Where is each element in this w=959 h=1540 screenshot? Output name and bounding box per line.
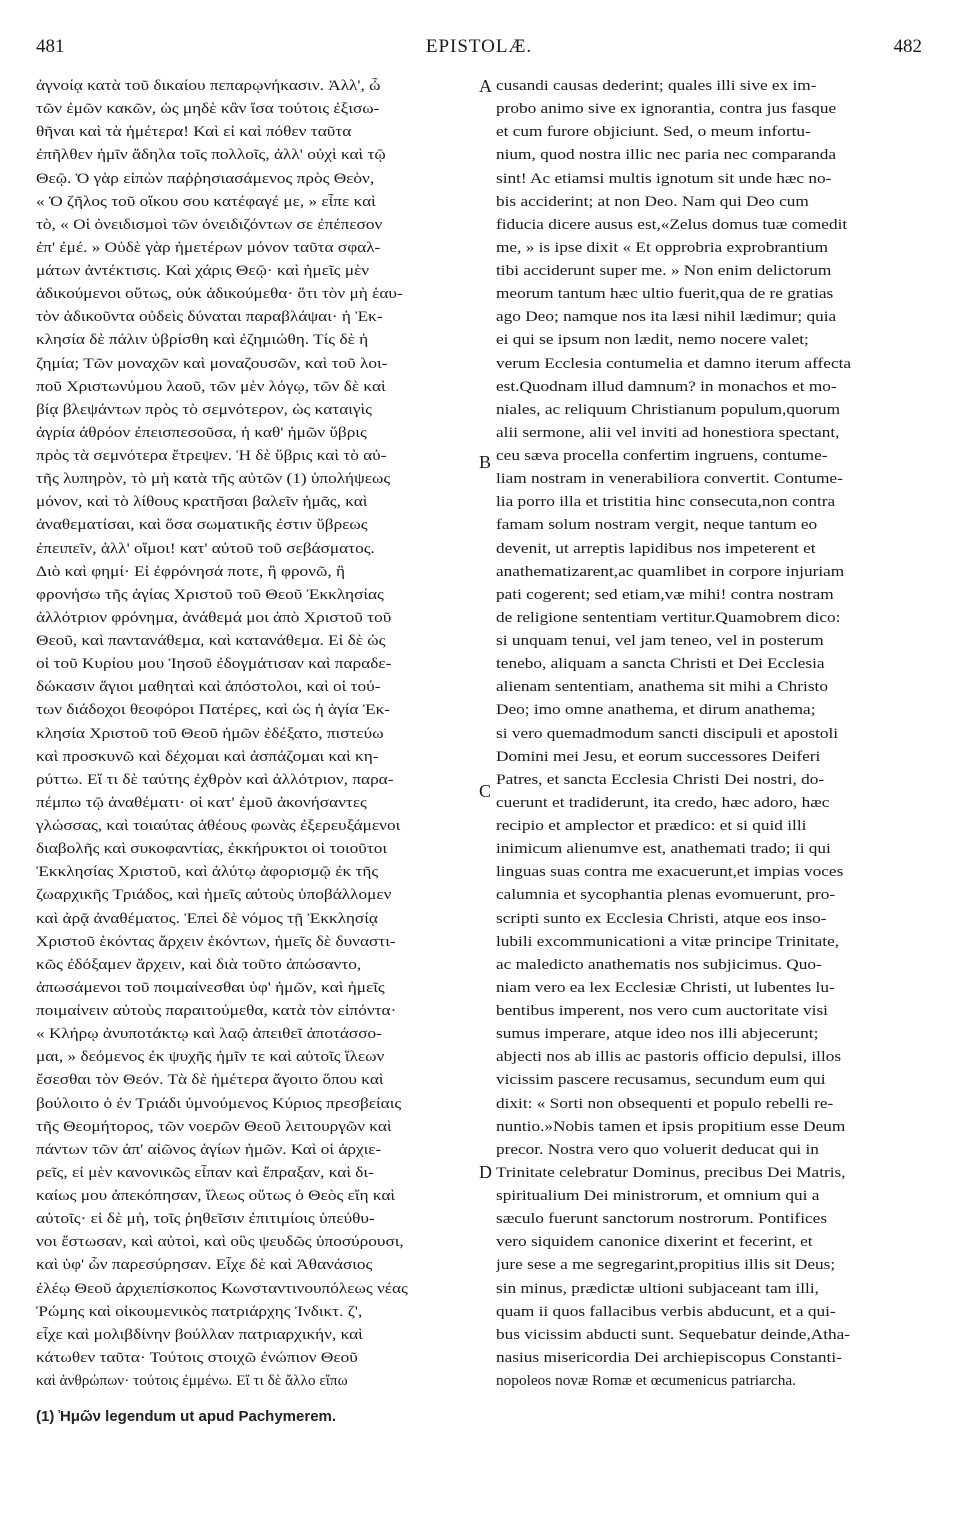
greek-text-line: βούλοιτο ὁ ἐν Τριάδι ὑμνούμενος Κύριος πρεσβείαις <box>36 1095 402 1112</box>
latin-text-line: devenit, ut arreptis lapidibus nos impeterent et <box>496 540 816 557</box>
greek-text-line: ἔσεσθαι τὸν Θεόν. Τὰ δὲ ἡμέτερα ἄγοιτο ὅπου καὶ <box>36 1072 384 1089</box>
running-title: EPISTOLÆ. <box>425 36 533 57</box>
margin-letter-d: D <box>479 1162 492 1182</box>
latin-text-line: liam nostram in venerabiliora convertit. Contume- <box>496 471 843 488</box>
latin-text-line: quam ii quos fallacibus verbis abducunt, et a qui- <box>496 1303 836 1320</box>
latin-text-line: scripti sunto ex Ecclesia Christi, atque eos inso- <box>496 910 827 927</box>
latin-text-line: inimicum alienumve est, anathemati trado; ii qui <box>496 841 831 858</box>
latin-text-line: recipio et amplector et prædico: et si quid illi <box>496 818 807 834</box>
latin-text-line: cuerunt et tradiderunt, ita credo, hæc adoro, hæc <box>496 794 830 811</box>
latin-text-line: nium, quod nostra illic nec paria nec comparanda <box>496 147 837 164</box>
greek-text-line: « Ὁ ζῆλος τοῦ οἴκου σου κατέφαγέ με, » εἶπε καὶ <box>36 193 376 210</box>
latin-text-line: niam vero ea lex Ecclesiæ Christi, ut lubentes lu- <box>496 979 835 996</box>
latin-text-line: spiritualium Dei ministrorum, et omnium qui a <box>496 1188 820 1204</box>
latin-column <box>496 74 922 1392</box>
latin-text-line: precor. Nostra vero quo voluerit deducat qui in <box>496 1141 819 1158</box>
greek-text-line: τὸ, « Οἱ ὀνειδισμοὶ τῶν ὀνειδιζόντων σε ἐπέπεσον <box>36 216 383 233</box>
latin-text-line: calumnia et sycophantia plenas evomuerunt, pro- <box>496 887 836 904</box>
latin-text-line: probo animo sive ex ignorantia, contra jus fasque <box>496 101 837 118</box>
greek-text-line: ἐπειπεῖν, ἀλλ' οἴμοι! κατ' αὐτοῦ τοῦ σεβάσματος. <box>36 540 375 557</box>
greek-text-line: Θεῷ. Ὁ γὰρ εἰπὼν παῤῥησιασάμενος πρὸς Θεὸν, <box>36 170 375 187</box>
page-header <box>36 36 922 66</box>
latin-text-line: ac maledicto anathematis nos subjicimus. Quo- <box>496 956 822 973</box>
latin-text-line: tibi acciderunt super me. » Non enim delictorum <box>496 263 832 279</box>
greek-text-line: « Κλήρῳ ἀνυποτάκτῳ καὶ λαῷ ἀπειθεῖ ἀποτάσσο- <box>36 1026 382 1043</box>
latin-text-line: lia porro illa et tristitia hinc consecuta,non contra <box>496 494 836 511</box>
greek-text-line: ζημία; Τῶν μοναχῶν καὶ μοναζουσῶν, καὶ τοῦ λοι- <box>36 355 388 372</box>
greek-text-line: πρὸς τὰ σεμνότερα ἔτρεψεν. Ἡ δὲ ὕβρις καὶ τὸ αὐ- <box>36 448 387 464</box>
latin-text-line: fiducia dicere ausus est,«Zelus domus tuæ comedit <box>496 216 848 233</box>
greek-text-line: διαβολῆς καὶ συκοφαντίας, ἐκκήρυκτοι οἱ τοιοῦτοι <box>36 841 388 858</box>
latin-text-line: verum Ecclesia contumelia et damno iterum affecta <box>496 355 852 372</box>
latin-text-line: ago Deo; namque nos ita læsi nihil lædimur; quia <box>496 309 837 326</box>
latin-text-line: bentibus imperent, nos vero cum auctoritate visi <box>496 1003 828 1019</box>
greek-text-line: καὶ προσκυνῶ καὶ δέχομαι καὶ ἀσπάζομαι καὶ κη- <box>36 748 379 765</box>
greek-text-line: ἀγνοίᾳ κατὰ τοῦ δικαίου πεπαρῳνήκασιν. Ἀλλ', ὦ <box>36 78 381 94</box>
greek-text-line: νοι ἔστωσαν, καὶ αὐτοὶ, καὶ οὓς ψευδῶς ὑποσύρουσι, <box>36 1234 404 1251</box>
latin-text-line: alii sermone, alii vel inviti ad honestiora spectant, <box>496 424 840 441</box>
latin-text-line: ei qui se ipsum non lædit, nemo nocere valet; <box>496 332 809 349</box>
greek-text-line: γλώσσας, καὶ τοιαύτας ἀθέους φωνὰς ἐξερευξάμενοι <box>36 818 401 834</box>
greek-text-line: ἀγρία ἀθρόον ἐπεισπεσοῦσα, ἡ καθ' ἡμῶν ὕβρις <box>36 424 367 441</box>
latin-text-line: sæculo fuerunt sanctorum nostrorum. Pontifices <box>496 1211 828 1228</box>
greek-text-line: κλησία δὲ πάλιν ὑβρίσθη καὶ ἐζημιώθη. Τίς δὲ ἡ <box>36 332 369 349</box>
greek-text-line: βίᾳ βλεψάντων πρὸς τὸ σεμνότερον, ὡς καταιγὶς <box>36 401 372 418</box>
greek-text-line: ἐπῆλθεν ἡμῖν ἄδηλα τοῖς πολλοῖς, ἀλλ' οὐχὶ καὶ τῷ <box>36 147 386 164</box>
greek-text-line: καὶ ἀρᾷ ἀναθέματος. Ἐπεὶ δὲ νόμος τῇ Ἐκκλησίᾳ <box>36 910 378 927</box>
latin-text-line: linguas suas contra me exacuerunt,et impias voces <box>496 864 844 881</box>
greek-text-line: τῆς Θεομήτορος, τῶν νοερῶν Θεοῦ λειτουργῶν καὶ <box>36 1118 392 1135</box>
greek-text-line: ποῦ Χριστωνύμου λαοῦ, τῶν μὲν λόγῳ, τῶν δὲ καὶ <box>36 378 386 395</box>
greek-column <box>36 74 478 1392</box>
greek-text-line: ἐπ' ἐμέ. » Οὐδὲ γὰρ ἡμετέρων μόνον ταῦτα σφαλ- <box>36 239 381 256</box>
greek-text-line: ἐλέῳ Θεοῦ ἀρχιεπίσκοπος Κωνσταντινουπόλεως νέας <box>36 1280 408 1297</box>
greek-text-line: καίως μου ἀπεκόπησαν, ἵλεως οὕτως ὁ Θεὸς εἴη καὶ <box>36 1188 396 1204</box>
page-number-right: 482 <box>893 36 922 57</box>
greek-text-line: τὸν ἀδικοῦντα οὐδεὶς δύναται παραβλάψαι· ἡ Ἐκ- <box>36 309 383 326</box>
greek-text-line: πέμπω τῷ ἀναθέματι· οἱ κατ' ἐμοῦ ἀκονήσαντες <box>36 794 367 811</box>
greek-text-line: ποιμαίνειν αὐτοὺς παραιτούμεθα, κατὰ τὸν εἰπόντα· <box>36 1003 397 1019</box>
greek-text-line: Χριστοῦ ἑκόντας ἄρχειν ἑκόντων, ἡμεῖς δὲ δυναστι- <box>36 933 396 950</box>
latin-text-line: sumus imperare, atque ideo nos illi abjecerunt; <box>496 1026 819 1043</box>
greek-text-line: εἶχε καὶ μολιβδίνην βούλλαν πατριαρχικήν, καὶ <box>36 1326 363 1343</box>
latin-text-line: de religione sententiam vertitur.Quamobrem dico: <box>496 609 841 626</box>
greek-text-line: κλησία Χριστοῦ τοῦ Θεοῦ ἡμῶν ἐδέξατο, πιστεύω <box>36 725 384 742</box>
latin-text-line: si unquam tenui, vel jam teneo, vel in posterum <box>496 633 824 649</box>
latin-text-line: vicissim pascere recusamus, secundum eum qui <box>496 1072 826 1089</box>
latin-text-line: si vero quemadmodum sancti discipuli et apostoli <box>496 725 839 742</box>
greek-text-line: Θεοῦ, καὶ παντανάθεμα, καὶ κατανάθεμα. Εἰ δὲ ὡς <box>36 633 386 649</box>
footnote: (1) Ἡμῶν legendum ut apud Pachymerem. <box>36 1408 337 1425</box>
latin-text-line: sint! Ac etiamsi multis ignotum sit unde hæc no- <box>496 170 832 187</box>
latin-text-line: Domini mei Jesu, et eorum successores Deiferi <box>496 748 821 765</box>
greek-text-line: ἀδικούμενοι οὕτως, οὐκ ἀδικούμεθα· ὅτι τὸν μὴ ἑαυ- <box>36 286 403 303</box>
greek-text-line: Διὸ καὶ φημί· Εἰ ἐφρόνησά ποτε, ἢ φρονῶ, ἢ <box>36 563 345 580</box>
greek-text-line: μάτων ἀντέκτισις. Καὶ χάρις Θεῷ· καὶ ἡμεῖς μὲν <box>36 263 370 279</box>
greek-text-line: κῶς ἐδόξαμεν ἄρχειν, καὶ διὰ τοῦτο ἀπώσαντο, <box>36 956 362 973</box>
latin-text-line: meorum tantum hæc ultio fuerit,qua de re gratias <box>496 286 834 303</box>
greek-text-line: τῆς λυπηρὸν, τὸ μὴ κατὰ τῆς αὐτῶν (1) ὑπολήψεως <box>36 471 391 488</box>
latin-text-line: vero siquidem canonice dixerint et fecerint, et <box>496 1234 813 1251</box>
greek-text-line: οἱ τοῦ Κυρίου μου Ἰησοῦ ἐδογμάτισαν καὶ παραδε- <box>36 656 392 673</box>
latin-text-line: et cum furore objiciunt. Sed, o meum infortu- <box>496 124 811 141</box>
greek-text-line: ρύττω. Εἴ τι δὲ ταύτης ἐχθρὸν καὶ ἀλλότριον, παρα- <box>36 771 394 788</box>
latin-text-line: Deo; imo omne anathema, et dirum anathema; <box>496 702 816 719</box>
latin-text-line: abjecti nos ab illis ac pastoris officio depulsi, illos <box>496 1049 842 1066</box>
greek-text-line: των διάδοχοι θεοφόροι Πατέρες, καὶ ὡς ἡ ἁγία Ἐκ- <box>36 702 391 719</box>
latin-text-line: sin minus, prædictæ ultioni subjaceant tam illi, <box>496 1280 819 1297</box>
greek-text-line: ζωαρχικῆς Τριάδος, καὶ ἡμεῖς αὐτοὺς ὑποβάλλομεν <box>36 887 392 904</box>
latin-text-line: ceu sæva procella confertim ingruens, contume- <box>496 448 828 464</box>
greek-text-line: μαι, » δεόμενος ἐκ ψυχῆς ἡμῖν τε καὶ αὐτοῖς ἵλεων <box>36 1049 385 1066</box>
latin-text-line: nuntio.»Nobis tamen et ipsis propitium esse Deum <box>496 1118 846 1135</box>
latin-text-line: cusandi causas dederint; quales illi sive ex im- <box>496 78 817 94</box>
margin-letter-c: C <box>479 781 492 801</box>
latin-text-line: niales, ac reliquum Christianum populum,quorum <box>496 401 840 418</box>
latin-text-line: alienam sententiam, anathema sit mihi a Christo <box>496 679 828 696</box>
greek-text-line: μόνον, καὶ τὸ λίθους κρατῆσαι βαλεῖν ἡμᾶς, καὶ <box>36 494 368 511</box>
greek-text-line: καὶ ἀνθρώπων· τούτοις ἐμμένω. Εἴ τι δὲ ἄλλο εἴπω <box>36 1373 348 1389</box>
greek-text-line: φρονήσω τῆς ἁγίας Χριστοῦ τοῦ Θεοῦ Ἐκκλησίας <box>36 586 384 603</box>
latin-text-line: Patres, et sancta Ecclesia Christi Dei nostri, do- <box>496 771 825 788</box>
latin-text-line: jure sese a me segregarint,propitius illis sit Deus; <box>496 1257 836 1274</box>
greek-text-line: Ῥώμης καὶ οἰκουμενικὸς πατριάρχης Ἰνδικτ. ζ', <box>36 1303 363 1320</box>
greek-text-line: αὐτοῖς· εἰ δὲ μὴ, τοῖς ῥηθεῖσιν ἐπιτιμίοις ὑπεύθυ- <box>36 1211 375 1228</box>
latin-text-line: me, » is ipse dixit « Et opprobria exprobrantium <box>496 239 829 256</box>
latin-text-line: anathematizarent,ac quamlibet in corpore injuriam <box>496 563 845 580</box>
greek-text-line: ἀπωσάμενοι τοῦ ποιμαίνεσθαι ὑφ' ἡμῶν, καὶ ἡμεῖς <box>36 979 385 996</box>
greek-text-line: τῶν ἐμῶν κακῶν, ὡς μηδὲ κἂν ἴσα τούτοις ἐξισω- <box>36 101 380 118</box>
greek-text-line: ἀλλότριον φρόνημα, ἀνάθεμά μοι ἀπὸ Χριστοῦ τοῦ <box>36 609 392 626</box>
latin-text-line: est.Quodnam illud damnum? in monachos et mo- <box>496 378 837 395</box>
latin-text-line: nopoleos novæ Romæ et œcumenicus patriarcha. <box>496 1373 796 1389</box>
latin-text-line: dixit: « Sorti non obsequenti et populo rebelli re- <box>496 1095 834 1112</box>
greek-text-line: θῆναι καὶ τὰ ἡμέτερα! Καὶ εἰ καὶ πόθεν ταῦτα <box>36 124 352 141</box>
greek-text-line: ρεῖς, εἰ μὲν κανονικῶς εἶπαν καὶ ἔπραξαν, καὶ δι- <box>36 1164 374 1181</box>
margin-letter-a: A <box>479 76 492 96</box>
latin-text-line: famam solum nostram vergit, neque tantum eo <box>496 517 818 534</box>
greek-text-line: Ἐκκλησίας Χριστοῦ, καὶ ἀλύτῳ ἀφορισμῷ ἐκ τῆς <box>36 864 379 881</box>
greek-text-line: δώκασιν ἅγιοι μαθηταὶ καὶ ἀπόστολοι, καὶ οἱ τού- <box>36 679 381 696</box>
greek-text-line: ἀναθεματίσαι, καὶ ὅσα σωματικῆς ἐστιν ὕβρεως <box>36 517 368 534</box>
greek-text-line: καὶ ὑφ' ὧν παρεσύρησαν. Εἶχε δὲ καὶ Ἀθανάσιος <box>36 1257 373 1274</box>
latin-text-line: lubili excommunicationi a vitæ principe Trinitate, <box>496 933 840 950</box>
latin-text-line: tenebo, aliquam a sancta Christi et Dei Ecclesia <box>496 656 825 673</box>
page-number-left: 481 <box>36 36 65 57</box>
latin-text-line: Trinitate celebratur Dominus, precibus Dei Matris, <box>496 1164 846 1181</box>
latin-text-line: nasius misericordia Dei archiepiscopus Constanti- <box>496 1349 842 1366</box>
latin-text-line: bis acciderint; at non Deo. Nam qui Deo cum <box>496 193 809 210</box>
latin-text-line: pati cogerent; sed etiam,væ mihi! contra nostram <box>496 586 834 603</box>
greek-text-line: πάντων τῶν ἀπ' αἰῶνος ἁγίων ἡμῶν. Καὶ οἱ ἀρχιε- <box>36 1141 382 1158</box>
latin-text-line: bus vicissim abducti sunt. Sequebatur deinde,Atha- <box>496 1326 851 1343</box>
margin-letter-b: B <box>479 452 492 472</box>
greek-text-line: κάτωθεν ταῦτα· Τούτοις στοιχῶ ἐνώπιον Θεοῦ <box>36 1349 358 1366</box>
